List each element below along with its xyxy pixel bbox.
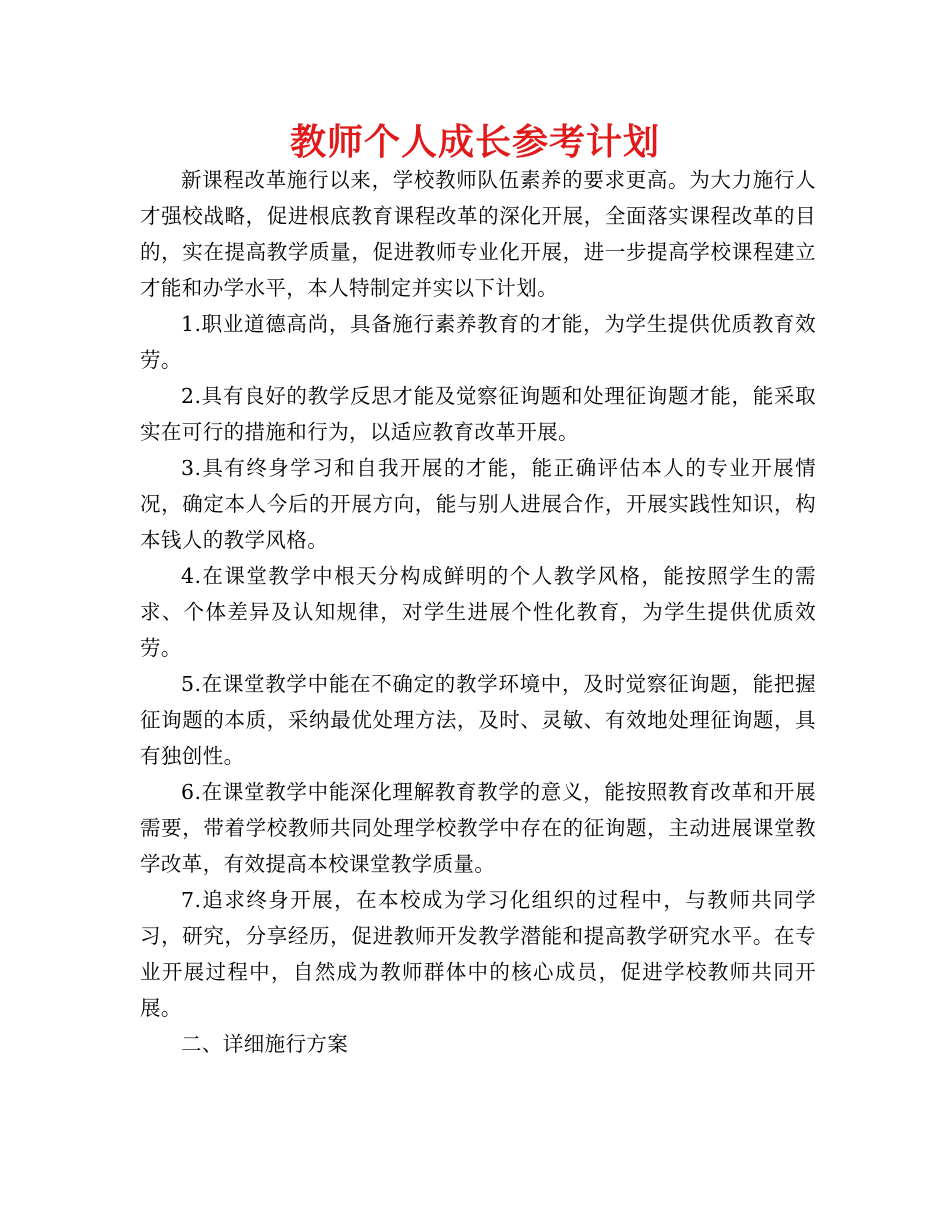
list-item-3: 3.具有终身学习和自我开展的才能，能正确评估本人的专业开展情况，确定本人今后的开展方向，能与别人进展合作，开展实践性知识，构本钱人的教学风格。 <box>140 456 816 552</box>
list-item-6: 6.在课堂教学中能深化理解教育教学的意义，能按照教育改革和开展需要，带着学校教师共同处理学校教学中存在的征询题，主动进展课堂教学改革，有效提高本校课堂教学质量。 <box>140 780 816 876</box>
list-item-2: 2.具有良好的教学反思才能及觉察征询题和处理征询题才能，能采取实在可行的措施和行为，以适应教育改革开展。 <box>140 384 816 444</box>
list-item-4: 4.在课堂教学中根天分构成鲜明的个人教学风格，能按照学生的需求、个体差异及认知规律，对学生进展个性化教育，为学生提供优质效劳。 <box>140 564 816 660</box>
list-item-7: 7.追求终身开展，在本校成为学习化组织的过程中，与教师共同学习，研究，分享经历，促进教师开发教学潜能和提高教学研究水平。在专业开展过程中，自然成为教师群体中的核心成员，促进学校教师共同开展。 <box>140 888 816 1020</box>
section-heading: 二、详细施行方案 <box>181 1032 349 1056</box>
document-body <box>140 162 816 1062</box>
list-item-5: 5.在课堂教学中能在不确定的教学环境中，及时觉察征询题，能把握征询题的本质，采纳最优处理方法，及时、灵敏、有效地处理征询题，具有独创性。 <box>140 672 816 768</box>
document-title: 教师个人成长参考计划 <box>289 122 660 163</box>
intro-paragraph: 新课程改革施行以来，学校教师队伍素养的要求更高。为大力施行人才强校战略，促进根底教育课程改革的深化开展，全面落实课程改革的目的，实在提高教学质量，促进教师专业化开展，进一步提高学校课程建立才能和办学水平，本人特制定并实以下计划。 <box>140 168 816 300</box>
list-item-1: 1.职业道德高尚，具备施行素养教育的才能，为学生提供优质教育效劳。 <box>140 312 816 372</box>
